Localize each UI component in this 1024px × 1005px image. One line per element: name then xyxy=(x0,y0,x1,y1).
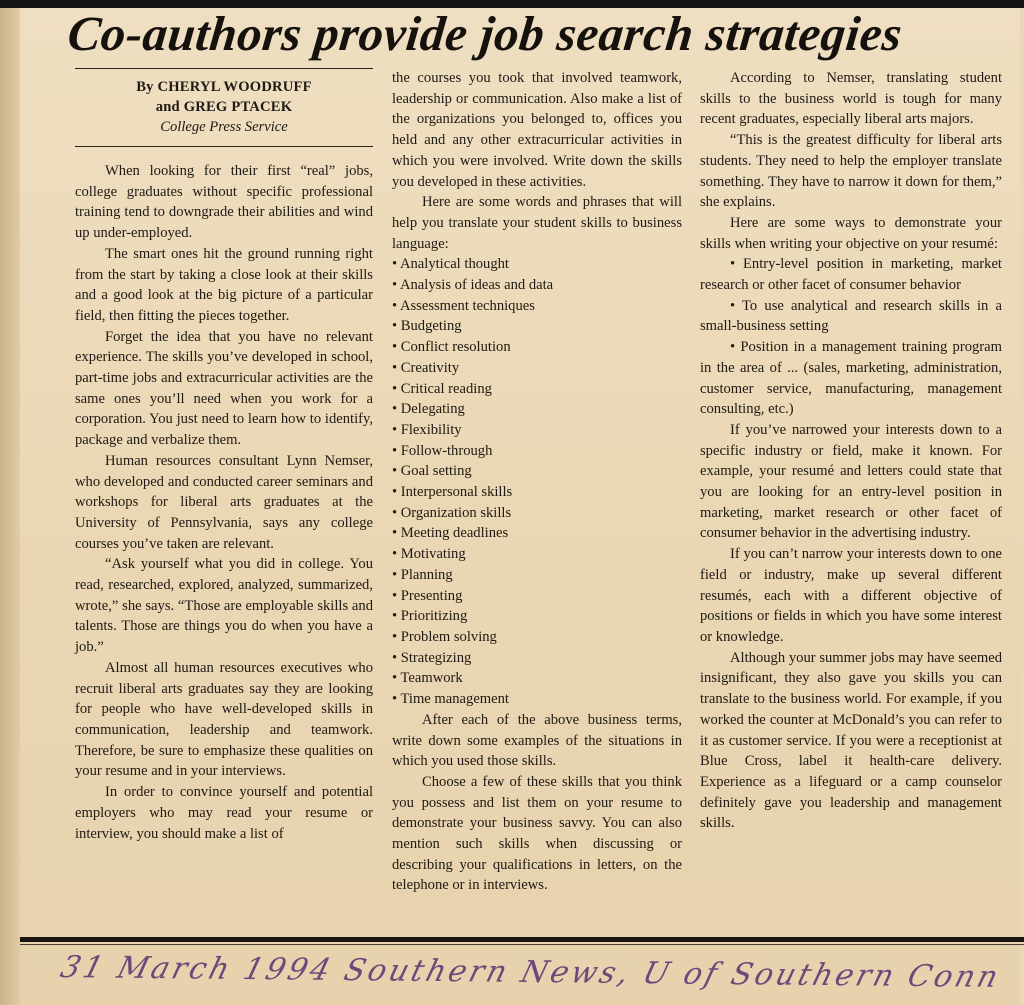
paragraph: In order to convince yourself and potential employers who may read your resume or interview, you should make a list of xyxy=(75,784,373,842)
skills-list xyxy=(392,254,682,709)
objective-bullet-text: Entry-level position in marketing, market research or other facet of consumer behavior xyxy=(700,256,1002,294)
objective-bullet: • Entry-level position in marketing, market research or other facet of consumer behavior xyxy=(700,256,1002,294)
paragraph: Here are some words and phrases that will help you translate your student skills to business language: xyxy=(392,194,682,252)
list-item: • Goal setting xyxy=(392,461,682,482)
list-item: • Prioritizing xyxy=(392,606,682,627)
paragraph: According to Nemser, translating student skills to the business world is tough for many recent graduates, especially liberal arts majors. xyxy=(700,70,1002,128)
objective-bullet: • To use analytical and research skills in a small-business setting xyxy=(700,297,1002,335)
list-item: • Creativity xyxy=(392,358,682,379)
column-1 xyxy=(75,68,373,844)
list-item: • Presenting xyxy=(392,586,682,607)
list-item: • Motivating xyxy=(392,544,682,565)
paragraph: Choose a few of these skills that you think you possess and list them on your resume to demonstrate your business savvy. You can also mention such skills when discussing or describing your qualifications in letters, on the telephone or in interviews. xyxy=(392,773,682,894)
objective-bullet-text: Position in a management training program in the area of ... (sales, marketing, administration, customer service, manufacturing, management consulting, etc.) xyxy=(700,339,1002,418)
objective-bullet-text: To use analytical and research skills in a small-business setting xyxy=(700,297,1002,335)
bottom-rule xyxy=(20,937,1024,942)
paragraph: the courses you took that involved teamwork, leadership or communication. Also make a list of the organizations you belonged to, offices you held and any other extracurricular activities in which you were involved. Write down the skills you developed in these activities. xyxy=(392,70,682,190)
paragraph: If you can’t narrow your interests down to one field or industry, make up several different resumés, each with a different objective of positions or fields in which you have some interest or knowledge. xyxy=(700,546,1002,645)
column-2 xyxy=(392,68,682,896)
column-3 xyxy=(700,68,1002,834)
list-item: • Budgeting xyxy=(392,316,682,337)
byline-block xyxy=(75,68,373,147)
clipping-edge xyxy=(0,0,20,1005)
paragraph: If you’ve narrowed your interests down to a specific industry or field, make it known. For example, your resumé and letters could state that you are looking for an entry-level position in marketing, market research or other facet of consumer behavior in the advertising industry. xyxy=(700,421,1002,542)
paragraph: “This is the greatest difficulty for liberal arts students. They need to help the employer translate something. They have to narrow it down for them,” she explains. xyxy=(700,132,1002,211)
list-item: • Planning xyxy=(392,565,682,586)
list-item: • Analytical thought xyxy=(392,254,682,275)
paragraph: Here are some ways to demonstrate your skills when writing your objective on your resumé: xyxy=(700,214,1002,252)
paragraph: “Ask yourself what you did in college. You read, researched, explored, analyzed, summarized, wrote,” she says. “Those are employable skills and talents. Those are things you do when you have a job.” xyxy=(75,556,373,656)
paragraph: Although your summer jobs may have seemed insignificant, they also gave you skills you can translate to the business world. For example, if you worked the counter at McDonald’s you can refer to it as customer service. If you were a receptionist at Blue Cross, label it health-care delivery. Experience as a lifeguard or a camp counselor definitely gave you leadership and management skills. xyxy=(700,649,1002,832)
list-item: • Meeting deadlines xyxy=(392,523,682,544)
list-item: • Flexibility xyxy=(392,420,682,441)
list-item: • Assessment techniques xyxy=(392,296,682,317)
list-item: • Organization skills xyxy=(392,503,682,524)
list-item: • Interpersonal skills xyxy=(392,482,682,503)
paragraph: Forget the idea that you have no relevant experience. The skills you’ve developed in school, part-time jobs and extracurricular activities are the same ones you’ll need when you work for a corporation. You just need to learn how to identify, package and verbalize them. xyxy=(75,328,373,449)
byline-author-2: and GREG PTACEK xyxy=(155,99,293,115)
list-item: • Analysis of ideas and data xyxy=(392,275,682,296)
paragraph: Almost all human resources executives who recruit liberal arts graduates say they are looking for people who have well-developed skills in communication, leadership and teamwork. Therefore, be sure to emphasize these qualities on your resume and in your interviews. xyxy=(75,659,373,780)
paragraph: The smart ones hit the ground running right from the start by taking a close look at their skills and a good look at the big picture of a particular field, then fitting the pieces together. xyxy=(75,245,373,324)
byline-affiliation: College Press Service xyxy=(160,119,288,135)
list-item: • Time management xyxy=(392,689,682,710)
list-item: • Strategizing xyxy=(392,648,682,669)
byline-author-1: By CHERYL WOODRUFF xyxy=(136,79,312,95)
list-item: • Delegating xyxy=(392,399,682,420)
paragraph: Human resources consultant Lynn Nemser, who developed and conducted career seminars and workshops for liberal arts graduates at the University of Pennsylvania, says any college courses you’ve taken are relevant. xyxy=(75,452,373,552)
paragraph: When looking for their first “real” jobs, college graduates without specific professional training tend to downgrade their abilities and wind up under-employed. xyxy=(75,163,373,242)
headline: Co-authors provide job search strategies xyxy=(65,6,905,61)
list-item: • Follow-through xyxy=(392,441,682,462)
list-item: • Critical reading xyxy=(392,379,682,400)
list-item: • Teamwork xyxy=(392,668,682,689)
handwritten-annotation: 31 March 1994 Southern News, U of Southern Conn xyxy=(56,950,1005,995)
paragraph: After each of the above business terms, write down some examples of the situations in which you used those skills. xyxy=(392,711,682,770)
objective-bullet: • Position in a management training program in the area of ... (sales, marketing, administration, customer service, manufacturing, management consulting, etc.) xyxy=(700,339,1002,418)
list-item: • Problem solving xyxy=(392,627,682,648)
list-item: • Conflict resolution xyxy=(392,337,682,358)
